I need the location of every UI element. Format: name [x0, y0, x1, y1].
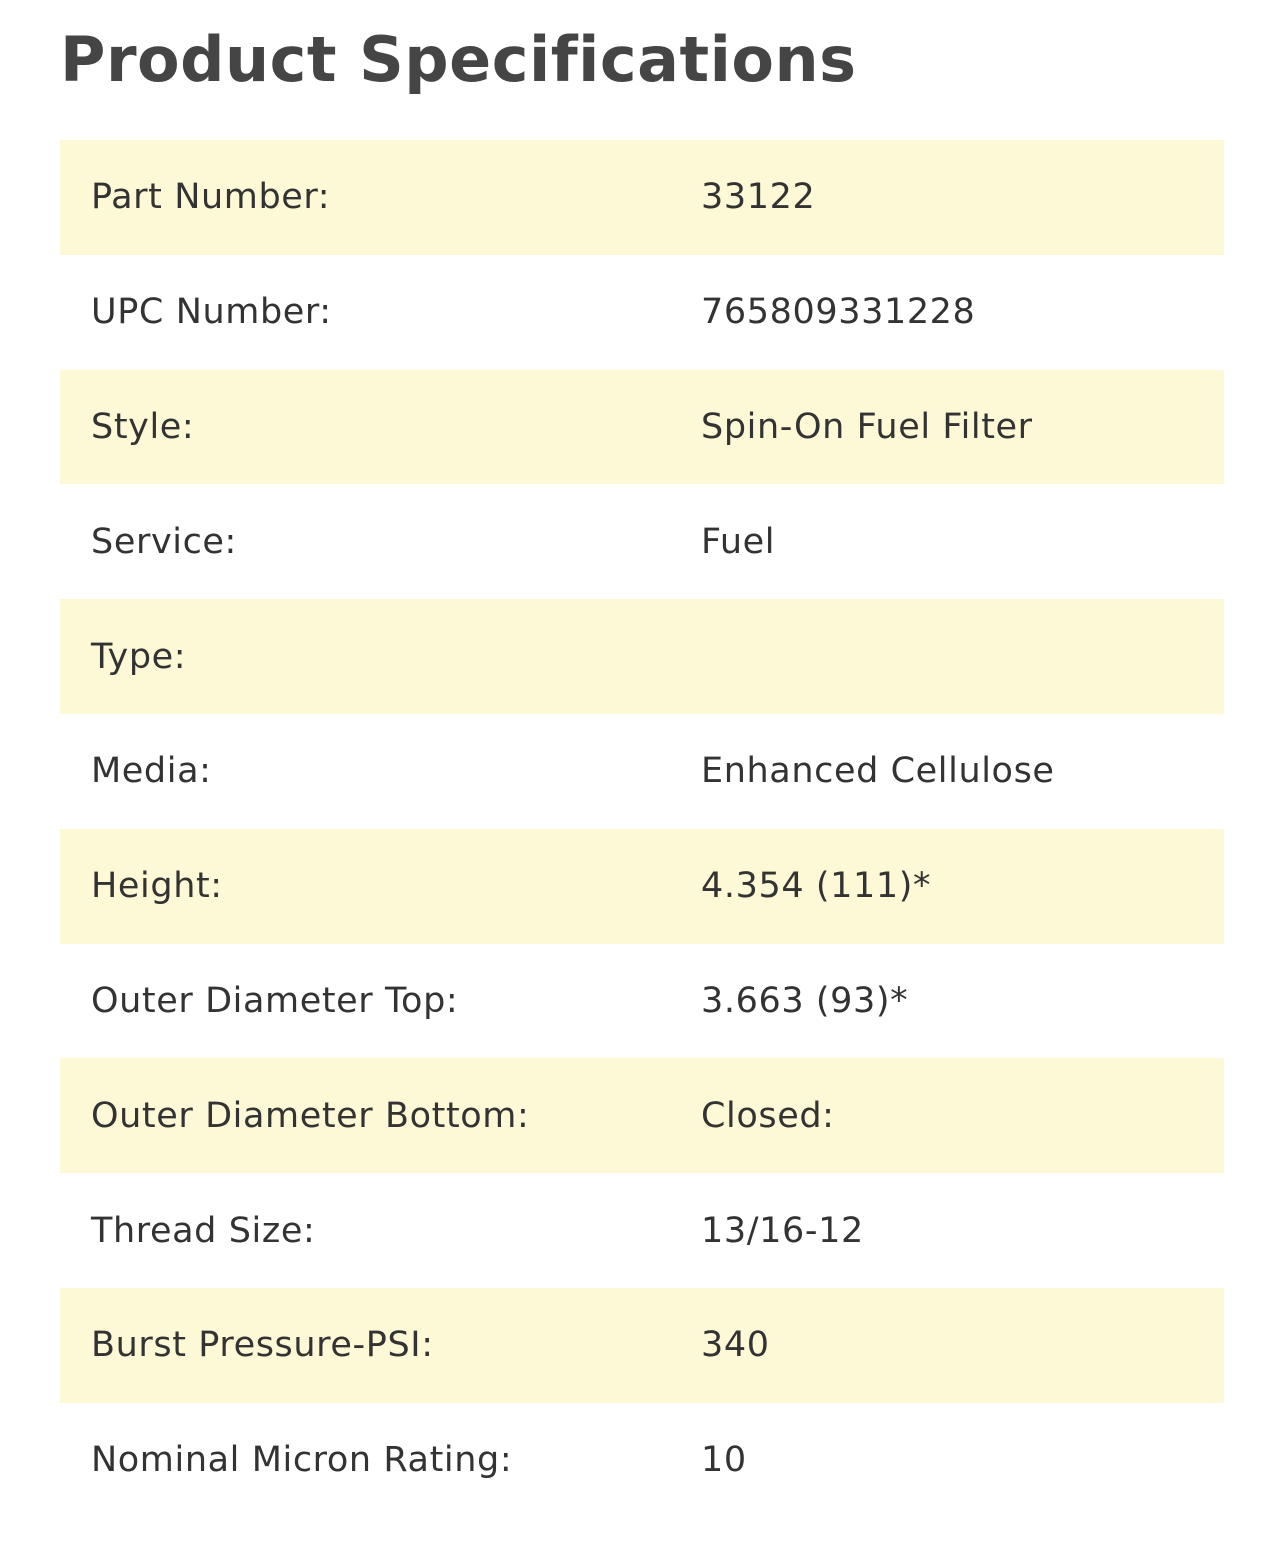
spec-value: 33122 [701, 140, 1224, 255]
spec-label: UPC Number: [91, 292, 332, 333]
spec-value: 13/16-12 [701, 1210, 864, 1251]
spec-row-style [60, 370, 1224, 485]
spec-value: 765809331228 [701, 292, 976, 333]
spec-row-service [60, 484, 1224, 599]
spec-row-nominal-micron-rating [60, 1403, 1224, 1518]
spec-label: Thread Size: [91, 1210, 316, 1251]
spec-label: Outer Diameter Top: [91, 980, 459, 1021]
spec-row-burst-pressure [60, 1288, 1224, 1403]
spec-label: Style: [60, 370, 701, 485]
spec-row-outer-diameter-top [60, 944, 1224, 1059]
spec-label: Burst Pressure-PSI: [60, 1288, 701, 1403]
spec-value: Fuel [701, 521, 776, 562]
spec-value: 10 [701, 1440, 747, 1481]
spec-value [701, 599, 1224, 714]
spec-label: Service: [91, 521, 237, 562]
spec-value: 340 [701, 1288, 1224, 1403]
spec-table [60, 140, 1224, 1518]
spec-label: Height: [60, 829, 701, 944]
spec-label: Nominal Micron Rating: [91, 1440, 513, 1481]
spec-label: Media: [91, 751, 212, 792]
spec-row-upc-number [60, 255, 1224, 370]
spec-value: Spin-On Fuel Filter [701, 370, 1224, 485]
spec-row-outer-diameter-bottom [60, 1058, 1224, 1173]
spec-label: Part Number: [60, 140, 701, 255]
spec-value: 4.354 (111)* [701, 829, 1224, 944]
page-title: Product Specifications [60, 23, 857, 96]
spec-row-part-number [60, 140, 1224, 255]
spec-value: 3.663 (93)* [701, 980, 909, 1021]
spec-row-media [60, 714, 1224, 829]
spec-label: Type: [60, 599, 701, 714]
spec-label: Outer Diameter Bottom: [60, 1058, 701, 1173]
spec-value: Closed: [701, 1058, 1224, 1173]
spec-value: Enhanced Cellulose [701, 751, 1055, 792]
spec-row-thread-size [60, 1173, 1224, 1288]
spec-row-type [60, 599, 1224, 714]
spec-row-height [60, 829, 1224, 944]
